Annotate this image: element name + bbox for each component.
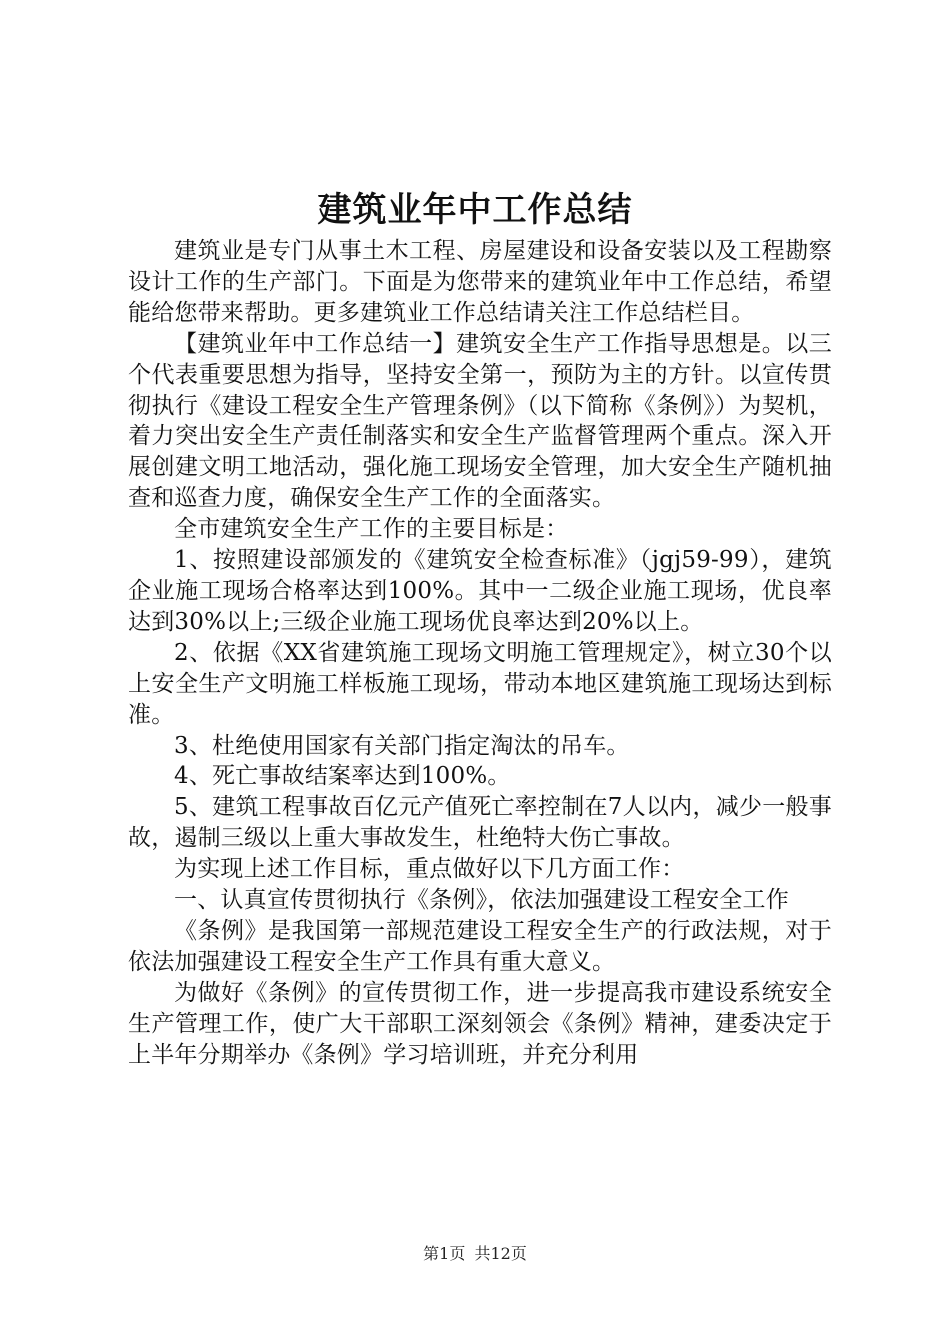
section-heading: 一、认真宣传贯彻执行《条例》，依法加强建设工程安全工作 [174, 887, 789, 914]
page-footer [0, 1244, 950, 1264]
page-total: 共12页 [474, 1244, 527, 1263]
paragraph: 全市建筑安全生产工作的主要目标是： [174, 516, 569, 543]
document-title: 建筑业年中工作总结 [317, 190, 633, 230]
paragraph: 《条例》是我国第一部规范建设工程安全生产的行政法规，对于依法加强建设工程安全生产工作具有重大意义。 [128, 917, 832, 975]
paragraph: 1、按照建设部颁发的《建筑安全检查标准》（jgj59-99），建筑企业施工现场合格率达到100%。其中一二级企业施工现场，优良率达到30%以上;三级企业施工现场优良率达到20%以上。 [128, 547, 832, 635]
paragraph: 为实现上述工作目标，重点做好以下几方面工作： [174, 856, 685, 883]
page-number: 第1页 [423, 1244, 466, 1263]
paragraph: 4、死亡事故结案率达到100%。 [174, 763, 511, 790]
paragraph: 建筑业是专门从事土木工程、房屋建设和设备安装以及工程勘察设计工作的生产部门。下面是为您带来的建筑业年中工作总结，希望能给您带来帮助。更多建筑业工作总结请关注工作总结栏目。 [128, 238, 832, 326]
paragraph: 【建筑业年中工作总结一】建筑安全生产工作指导思想是。以三个代表重要思想为指导，坚持安全第一，预防为主的方针。以宣传贯彻执行《建设工程安全生产管理条例》（以下简称《条例》）为契机，着力突出安全生产责任制落实和安全生产监督管理两个重点。深入开展创建文明工地活动，强化施工现场安全管理，加大安全生产随机抽查和巡查力度，确保安全生产工作的全面落实。 [128, 330, 832, 512]
paragraph: 2、依据《XX省建筑施工现场文明施工管理规定》，树立30个以上安全生产文明施工样板施工现场，带动本地区建筑施工现场达到标准。 [128, 639, 832, 728]
document-body [128, 236, 832, 1070]
paragraph: 3、杜绝使用国家有关部门指定淘汰的吊车。 [174, 732, 630, 759]
paragraph: 为做好《条例》的宣传贯彻工作，进一步提高我市建设系统安全生产管理工作，使广大干部职工深刻领会《条例》精神，建委决定于上半年分期举办《条例》学习培训班，并充分利用 [128, 979, 832, 1068]
paragraph: 5、建筑工程事故百亿元产值死亡率控制在7人以内，减少一般事故，遏制三级以上重大事故发生，杜绝特大伤亡事故。 [128, 794, 832, 852]
